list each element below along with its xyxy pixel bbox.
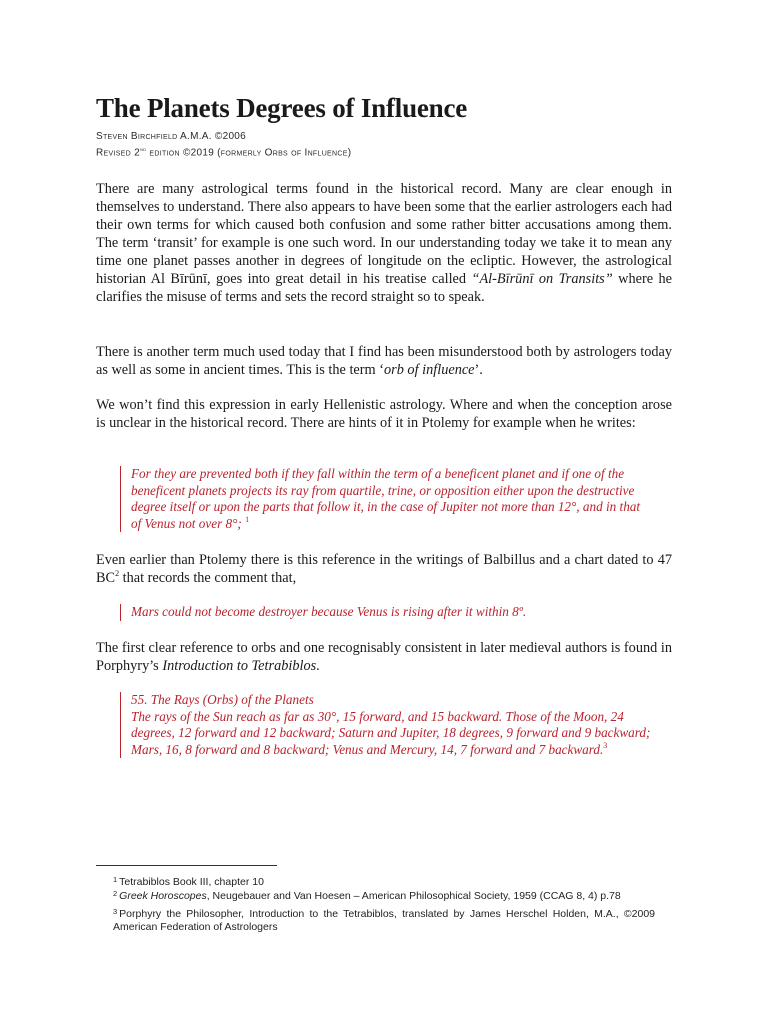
footnote-2-number: 2	[113, 889, 118, 898]
footnote-2-text: , Neugebauer and Van Hoesen – American Philosophical Society, 1959 (CCAG 8, 4) p.78	[206, 890, 621, 902]
quote-porphyry-footnote-ref[interactable]: 3	[603, 740, 608, 750]
paragraph-porphyry-italic: Introduction to Tetrabiblos	[162, 658, 317, 674]
paragraph-orb-term	[96, 343, 672, 379]
footnote-divider	[96, 865, 277, 866]
paragraph-balbillus-footnote-ref[interactable]: 2	[115, 569, 120, 578]
quote-ptolemy	[120, 466, 651, 532]
paragraph-intro-text-a: There are many astrological terms found in the historical record. Many are clear enough in themselves to understand. There also appears to have been some that the earlier astrologers each had their own terms for which caused both confusion and some rather bitter accusations among them. The term ‘transit’ for example is one such word. In our understanding today we take it to mean any time one planet passes another in degrees of longitude on the ecliptic. However, the astrological historian Al Bīrūnī, goes into great detail in his treatise called	[96, 181, 672, 287]
quote-porphyry-body: The rays of the Sun reach as far as 30°, 15 forward, and 15 backward. Those of the Moon, 24 degrees, 12 forward and 12 backward; Saturn and Jupiter, 18 degrees, 9 forward and 9 backward; Mars, 16, 8 forward and 8 backward; Venus and Mercury, 14, 7 forward and 7 backward.	[131, 708, 651, 757]
quote-porphyry-heading: 55. The Rays (Orbs) of the Planets	[131, 692, 314, 707]
paragraph-balbillus	[96, 551, 672, 587]
paragraph-balbillus-text-a: Even earlier than Ptolemy there is this reference in the writings of Balbillus and a chart dated to 47 BC	[96, 552, 672, 586]
footnote-3-text: Porphyry the Philosopher, Introduction to the Tetrabiblos, translated by James Herschel Holden, M.A., ©2009 American Federation of Astrologers	[113, 908, 655, 933]
paragraph-porphyry-text-b: .	[316, 658, 320, 674]
footnote-2	[113, 887, 655, 903]
revised-prefix: Revised 2	[96, 147, 140, 159]
quote-ptolemy-footnote-ref[interactable]: 1	[245, 514, 250, 524]
revised-sup: nd	[139, 147, 147, 153]
author-line: Steven Birchfield A.M.A. ©2006	[96, 131, 247, 142]
revised-suffix: edition ©2019 (formerly Orbs of Influence)	[146, 147, 352, 159]
paragraph-intro	[96, 180, 672, 306]
paragraph-intro-text-b: where he clarifies the misuse of terms and sets the record straight so to speak.	[96, 271, 672, 305]
quote-balbillus: Mars could not become destroyer because Venus is rising after it within 8º.	[120, 604, 651, 621]
footnote-3-number: 3	[113, 907, 118, 916]
revised-line	[96, 147, 351, 158]
paragraph-orb-text-a: There is another term much used today that I find has been misunderstood both by astrologers today as well as some in ancient times. This is the term ‘	[96, 344, 672, 378]
footnote-2-italic: Greek Horoscopes	[119, 890, 207, 902]
quote-porphyry	[120, 692, 651, 758]
quote-ptolemy-text: For they are prevented both if they fall within the term of a beneficent planet and if one of the beneficent planets projects its ray from quartile, trine, or opposition either upon the destructive degree itself or upon the parts that follow it, in the case of Jupiter not more than 12°, and in that of Venus not over 8°;	[131, 466, 641, 531]
paragraph-balbillus-text-b: that records the comment that,	[119, 570, 297, 586]
paragraph-porphyry-text-a: The first clear reference to orbs and one recognisably consistent in later medieval authors is found in Porphyry’s	[96, 640, 672, 674]
footnote-1-text: Tetrabiblos Book III, chapter 10	[119, 876, 264, 888]
paragraph-intro-italic: “Al-Bīrūnī on Transits”	[471, 271, 613, 287]
paragraph-orb-italic: orb of influence	[384, 362, 475, 378]
page-title: The Planets Degrees of Influence	[96, 93, 468, 123]
footnote-3	[113, 905, 655, 934]
paragraph-orb-text-b: ’.	[474, 362, 483, 378]
paragraph-porphyry	[96, 639, 672, 675]
paragraph-hellenistic: We won’t find this expression in early Hellenistic astrology. Where and when the conception arose is unclear in the historical record. There are hints of it in Ptolemy for example when he writes:	[96, 397, 672, 431]
footnote-1-number: 1	[113, 875, 118, 884]
